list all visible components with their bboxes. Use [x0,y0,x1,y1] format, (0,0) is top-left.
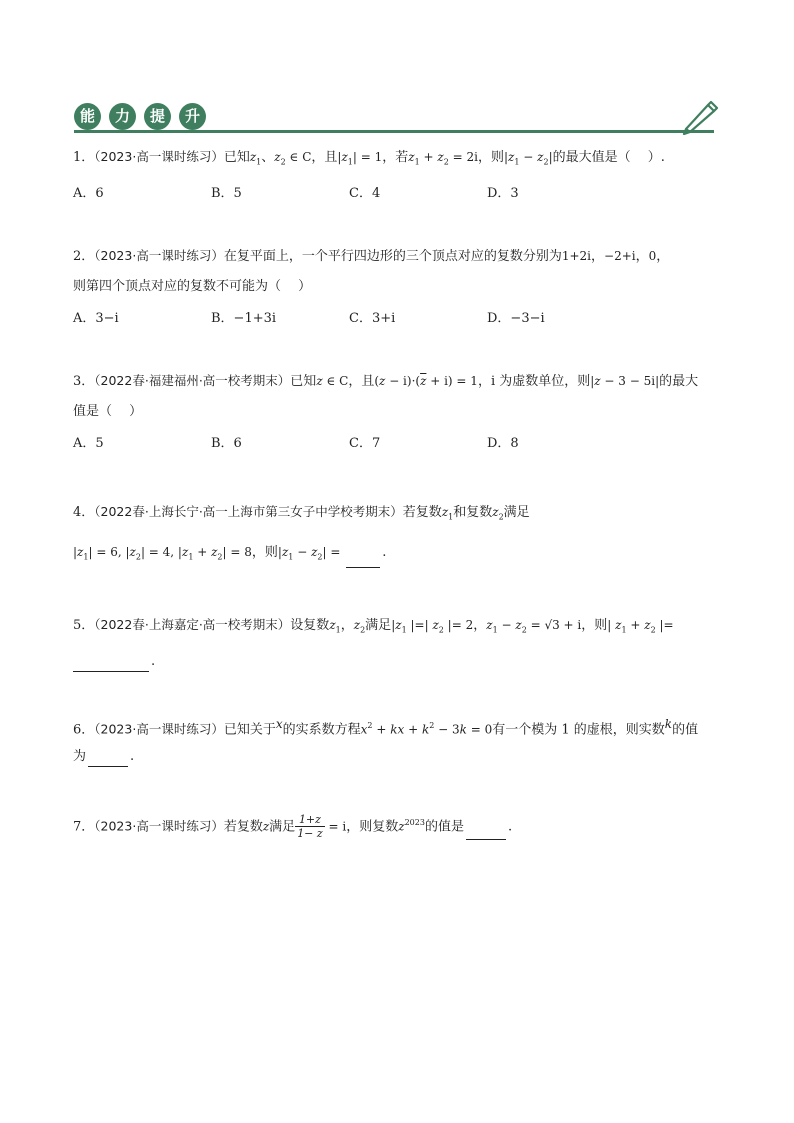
option[interactable]: A．3−i [73,311,119,326]
option[interactable]: C．7 [349,436,381,451]
answer-blank[interactable] [466,839,506,840]
answer-blank[interactable] [73,671,149,672]
q-text: ，则 [477,150,504,165]
q-math: 1+2i [561,249,592,263]
q-source: （2022春·福建福州·高一校考期末） [94,373,291,388]
q-number: 6． [73,722,95,738]
q-text: ，若 [382,150,409,165]
q-text: 已知 [223,150,250,165]
q-text: ， [473,618,487,633]
option[interactable]: C．3+i [349,311,396,326]
q-text: 、 [261,150,275,165]
q-text: ，则 [581,618,608,633]
question-5: 5．（2022春·上海嘉定·高一校考期末）设复数$z_1$，$z_2$满足$|z_1$ |=| $z_2$ |= 2，$z_1 - z_2 = √3 + i$，则| $z_1 + z_2$ |= [73,617,674,635]
q-text: ，则 [251,545,278,560]
q-text: ， [340,618,354,633]
answer-blank[interactable] [346,567,380,568]
q-text: 若复数 [223,819,263,835]
q-source: （2023·高一课时练习） [94,248,224,263]
q-number: 1． [73,150,95,165]
q-text: 和复数 [453,505,493,520]
question-4: 4．（2022春·上海长宁·高一上海市第三女子中学校考期末）若复数$z_1$和复数$z_2$满足 [73,504,530,522]
q-text: 满足 [269,819,296,835]
q-text: 在复平面上，一个平行四边形的三个顶点对应的复数分别为 [223,249,562,264]
q-text: 若复数 [402,505,442,520]
question-3: 3．（2022春·福建福州·高一校考期末）已知z ∈ C，且$(z - i)\cdot(\overline{z} + i) = 1$，i 为虚数单位，则|z − 3 − 5i|的最大 [73,373,699,389]
q-source: （2022春·上海长宁·高一上海市第三女子中学校考期末） [94,504,403,519]
question-7: 7．（2023·高一课时练习）若复数z满足 $\frac{1+z}{1- z}$ = i，则复数$z^{2023}$的值是 . [73,813,513,841]
q-number: 5． [73,618,95,633]
question-3-line2: 值是（ ） [73,404,143,419]
q-text: 已知 [290,374,317,389]
option[interactable]: B．−1+3i [211,311,277,326]
option[interactable]: B．5 [211,186,242,201]
q-text: 已知关于 [223,722,276,738]
option[interactable]: B．6 [211,436,242,451]
header-rule [74,130,714,133]
option[interactable]: D．−3−i [487,311,545,326]
q-text: 满足 [503,505,530,520]
section-header [74,97,716,137]
title-char: 提 [144,103,171,130]
q-text: 有一个模为 1 的虚根，则实数 [492,722,665,738]
question-2-line2: 则第四个顶点对应的复数不可能为（ ） [73,279,312,294]
answer-blank[interactable] [88,766,128,767]
q-text: . [130,749,135,764]
q-number: 3． [73,374,95,389]
q-text: 的值 [672,722,699,738]
question-1: 1．（2023·高一课时练习）已知$z_1$、$z_2$ ∈ C，且$|z_1| = 1$，若$z_1 + z_2 = 2i$，则$|z_1 - z_2|$的最大值是（ ）. [73,149,665,167]
question-4-line2: $|z_1| = 6$, $|z_2| = 4$, $|z_1 + z_2| = 8$，则$|z_1 - z_2|$ = . [73,542,386,568]
question-2: 2．（2023·高一课时练习）在复平面上，一个平行四边形的三个顶点对应的复数分别为1+2i，−2+i，0， [73,248,670,264]
q-source: （2023·高一课时练习） [94,149,224,164]
q-text: 的实系数方程 [282,722,361,738]
option[interactable]: D．3 [487,186,519,201]
q-text: . [382,545,387,560]
q-text: 的最大 [659,374,699,389]
q-text: . [507,819,513,835]
q-text: 设复数 [290,618,330,633]
q-math: 0 [648,249,657,263]
q-text: 的最大值是（ ）. [552,150,665,165]
q-source: （2023·高一课时练习） [94,818,224,834]
q-number: 4． [73,505,95,520]
title-char: 力 [109,103,136,130]
question-5-line2: . [73,652,155,672]
q-source: （2022春·上海嘉定·高一校考期末） [94,617,291,632]
option[interactable]: D．8 [487,436,519,451]
q-text: 满足 [365,618,392,633]
pencil-icon [680,95,722,135]
q-text: ，i 为虚数单位，则 [477,374,591,389]
q-text: 的值是 [424,819,464,835]
q-text: ，则复数 [346,819,399,835]
option[interactable]: C．4 [349,186,381,201]
q-math: −2+i [604,249,636,263]
q-source: （2023·高一课时练习） [94,721,224,737]
title-char: 能 [74,103,101,130]
q-text: 为 [73,749,87,764]
q-text: ，且 [311,150,338,165]
option[interactable]: A．5 [73,436,104,451]
title-char: 升 [179,103,206,130]
fraction: $\frac{1+z}{1- z}$ [297,813,323,841]
question-6-line2 [73,747,134,767]
q-number: 2． [73,249,95,264]
option[interactable]: A．6 [73,186,104,201]
question-6: 6．（2023·高一课时练习）已知关于$^x$的实系数方程$x^2$ + kx + $k^2 - 3k = 0$有一个模为 1 的虚根，则实数$^k$的值 [73,717,699,738]
q-number: 7． [73,819,95,835]
q-text: ，且 [348,374,375,389]
